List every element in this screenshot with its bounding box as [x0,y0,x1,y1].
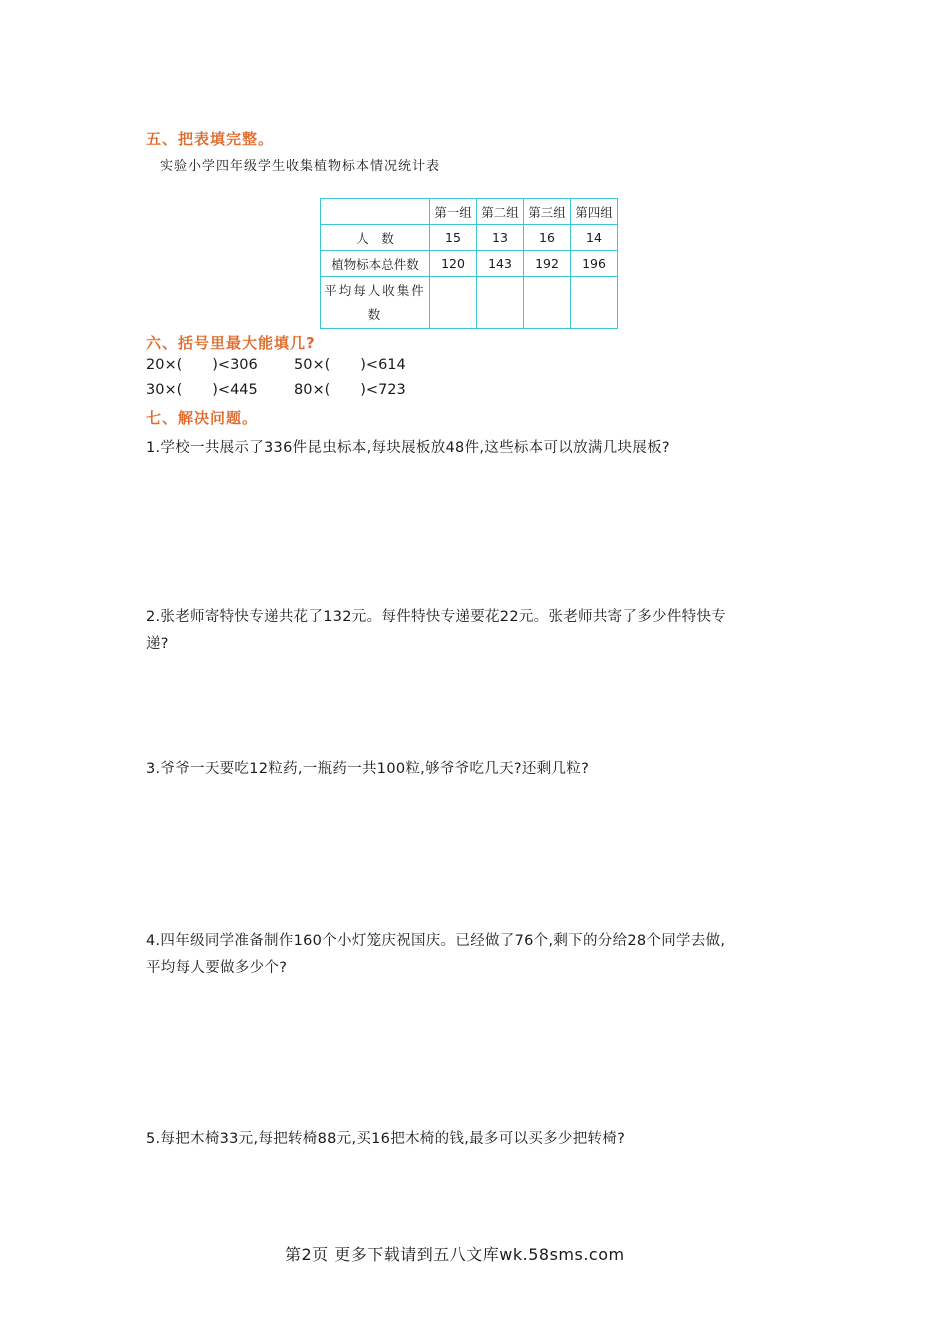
section-6-heading: 六、括号里最大能填几? [146,334,316,352]
inequality-item [146,382,258,398]
inequality-right: )<723 [360,382,406,398]
inequality-right: )<445 [212,382,258,398]
table-cell: 14 [571,225,618,251]
table-row [321,251,618,277]
table-header-corner [321,199,430,225]
answer-cell[interactable] [571,277,618,329]
inequality-item [294,382,406,398]
table-cell: 143 [477,251,524,277]
table-row [321,225,618,251]
row-label-average [321,277,430,329]
inequality-left: 30×( [146,382,183,398]
page-footer: 第2页 更多下载请到五八文库wk.58sms.com [285,1245,625,1264]
problem-1: 1.学校一共展示了336件昆虫标本,每块展板放48件,这些标本可以放满几块展板? [146,440,670,456]
answer-cell[interactable] [524,277,571,329]
table-cell: 196 [571,251,618,277]
problem-4: 4.四年级同学准备制作160个小灯笼庆祝国庆。已经做了76个,剩下的分给28个同学去做, [146,933,726,949]
answer-cell[interactable] [477,277,524,329]
specimen-stats-table [320,198,618,329]
table-header-group-3: 第三组 [524,199,571,225]
table-cell: 13 [477,225,524,251]
answer-cell[interactable] [430,277,477,329]
inequality-item [146,357,258,373]
inequality-left: 20×( [146,357,183,373]
problem-2: 2.张老师寄特快专递共花了132元。每件特快专递要花22元。张老师共寄了多少件特快专 [146,609,727,625]
table-caption: 实验小学四年级学生收集植物标本情况统计表 [160,159,441,174]
problem-2-line-2: 递? [146,636,169,652]
table-cell: 192 [524,251,571,277]
row-label-total-specimens: 植物标本总件数 [321,251,430,277]
table-cell: 16 [524,225,571,251]
table-header-group-2: 第二组 [477,199,524,225]
inequality-left: 50×( [294,357,331,373]
inequality-left: 80×( [294,382,331,398]
table-header-group-4: 第四组 [571,199,618,225]
table-header-group-1: 第一组 [430,199,477,225]
problem-5: 5.每把木椅33元,每把转椅88元,买16把木椅的钱,最多可以买多少把转椅? [146,1131,626,1147]
inequality-right: )<306 [212,357,258,373]
table-cell: 15 [430,225,477,251]
section-5-heading: 五、把表填完整。 [146,130,275,148]
table-row [321,277,618,329]
inequality-item [294,357,406,373]
table-header-row [321,199,618,225]
row-label-people: 人 数 [321,225,430,251]
table-cell: 120 [430,251,477,277]
row-label-average-text: 平均每人收集件数 [324,282,426,322]
section-7-heading: 七、解决问题。 [146,409,259,427]
inequality-right: )<614 [360,357,406,373]
problem-4-line-2: 平均每人要做多少个? [146,960,288,976]
problem-3: 3.爷爷一天要吃12粒药,一瓶药一共100粒,够爷爷吃几天?还剩几粒? [146,761,590,777]
